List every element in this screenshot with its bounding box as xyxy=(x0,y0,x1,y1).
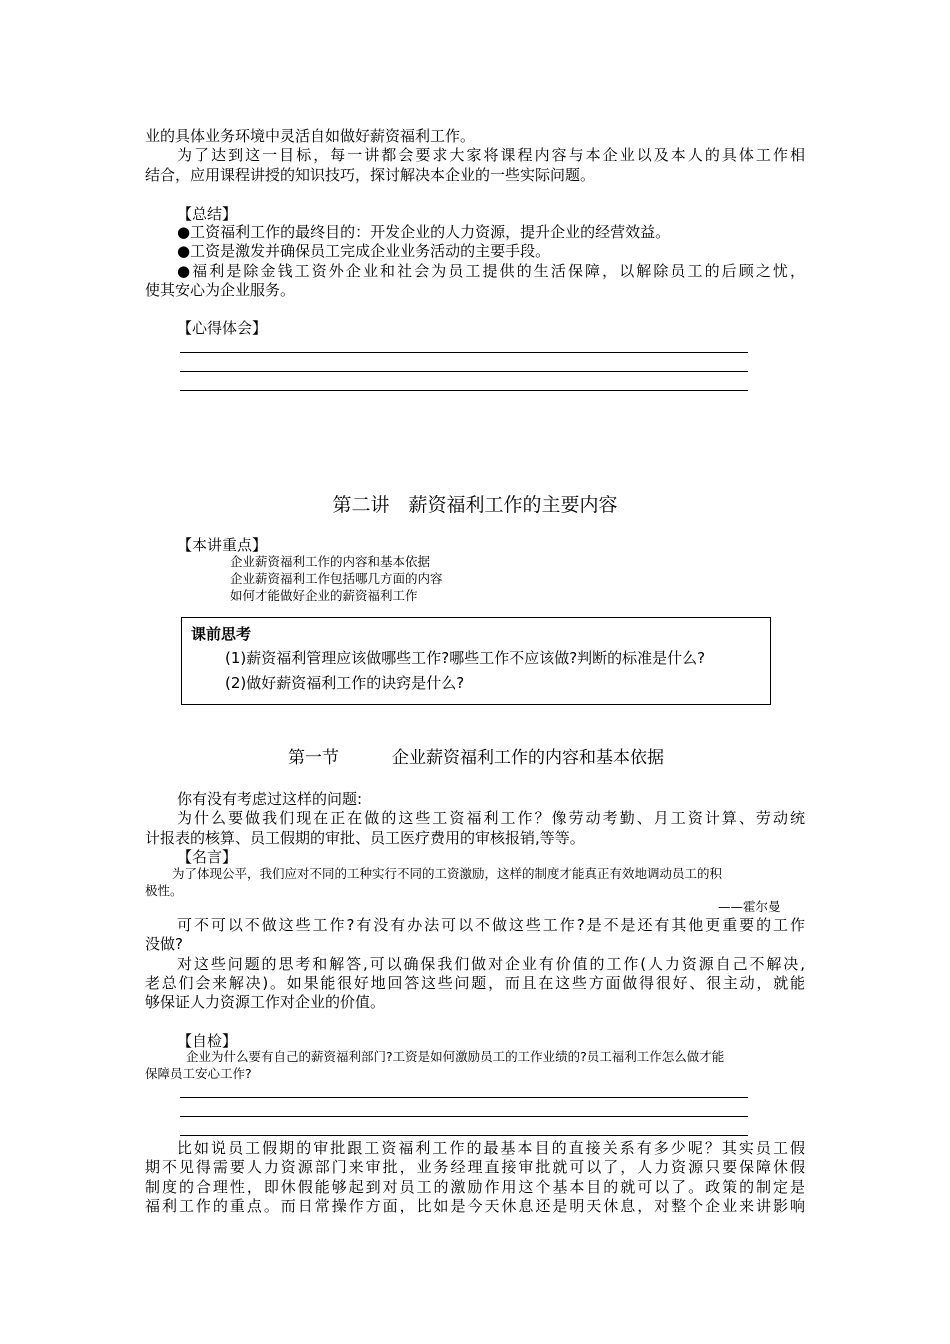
quote-author: ——霍尔曼 xyxy=(718,899,781,914)
summary-item-2: ●工资是激发并确保员工完成企业业务活动的主要手段。 xyxy=(177,242,551,260)
discussion-line-2c: 够保证人力资源工作对企业的价值。 xyxy=(145,993,386,1011)
closing-line-1: 比如说员工假期的审批跟工资福利工作的最基本目的直接关系有多少呢？其实员工假 xyxy=(177,1139,805,1157)
quote-line-1: 为了体现公平，我们应对不同的工种实行不同的工资激励，这样的制度才能真正有效地调动员工的积 xyxy=(172,866,723,881)
section-label: 第一节 xyxy=(288,748,339,768)
reflection-write-line xyxy=(180,390,748,391)
discussion-line-2b: 老总们会来解决)。如果能很好地回答这些问题，而且在这些方面做得很好、很主动，就能 xyxy=(145,974,805,992)
closing-line-2: 期不见得需要人力资源部门来审批，业务经理直接审批就可以了，人力资源只要保障休假 xyxy=(145,1158,805,1176)
intro-line-2: 为了达到这一目标，每一讲都会要求大家将课程内容与本企业以及本人的具体工作相 xyxy=(177,146,805,164)
discussion-line-1b: 没做? xyxy=(145,935,183,953)
summary-item-3b: 使其安心为企业服务。 xyxy=(145,281,296,299)
summary-item-3a: ●福利是除金钱工资外企业和社会为员工提供的生活保障，以解除员工的后顾之忧， xyxy=(177,262,805,280)
selfcheck-heading: 【自检】 xyxy=(177,1032,238,1050)
section-title: 企业薪资福利工作的内容和基本依据 xyxy=(392,748,664,768)
section-paragraph-2a: 为什么要做我们现在正在做的这些工资福利工作？像劳动考勤、月工资计算、劳动统 xyxy=(177,809,805,827)
selfcheck-write-line xyxy=(180,1135,748,1136)
prethink-box xyxy=(181,617,771,705)
focus-heading: 【本讲重点】 xyxy=(177,536,268,554)
reflection-heading: 【心得体会】 xyxy=(177,319,268,337)
summary-heading: 【总结】 xyxy=(177,205,238,223)
quote-heading: 【名言】 xyxy=(177,848,238,866)
selfcheck-write-line xyxy=(180,1097,748,1098)
prethink-question-2: (2)做好薪资福利工作的诀窍是什么? xyxy=(225,674,465,692)
reflection-write-line xyxy=(180,352,748,353)
focus-item: 如何才能做好企业的薪资福利工作 xyxy=(230,588,418,603)
focus-item: 企业薪资福利工作包括哪几方面的内容 xyxy=(230,571,443,586)
closing-line-3: 制度的合理性，即休假能够起到对员工的激励作用这个基本目的就可以了。政策的制定是 xyxy=(145,1178,805,1196)
selfcheck-line-2: 保障员工安心工作? xyxy=(145,1066,252,1081)
focus-item: 企业薪资福利工作的内容和基本依据 xyxy=(230,554,431,569)
section-paragraph-2b: 计报表的核算、员工假期的审批、员工医疗费用的审核报销,等等。 xyxy=(145,829,585,847)
lecture-title: 第二讲 薪资福利工作的主要内容 xyxy=(332,494,618,516)
discussion-line-2a: 对这些问题的思考和解答,可以确保我们做对企业有价值的工作(人力资源自己不解决, xyxy=(177,955,805,973)
summary-item-1: ●工资福利工作的最终目的：开发企业的人力资源，提升企业的经营效益。 xyxy=(177,223,671,241)
intro-line-1: 业的具体业务环境中灵活自如做好薪资福利工作。 xyxy=(145,127,476,145)
selfcheck-write-line xyxy=(180,1116,748,1117)
selfcheck-line-1: 企业为什么要有自己的薪资福利部门?工资是如何激励员工的工作业绩的?员工福利工作怎么做才能 xyxy=(186,1049,725,1064)
discussion-line-1a: 可不可以不做这些工作?有没有办法可以不做这些工作?是不是还有其他更重要的工作 xyxy=(177,916,805,934)
intro-line-3: 结合，应用课程讲授的知识技巧，探讨解决本企业的一些实际问题。 xyxy=(145,166,596,184)
prethink-question-1: (1)薪资福利管理应该做哪些工作?哪些工作不应该做?判断的标准是什么? xyxy=(225,649,706,667)
closing-line-4: 福利工作的重点。而日常操作方面，比如是今天休息还是明天休息，对整个企业来讲影响 xyxy=(145,1197,805,1215)
section-paragraph-1: 你有没有考虑过这样的问题: xyxy=(177,790,363,808)
prethink-title: 课前思考 xyxy=(191,625,252,643)
quote-line-2: 极性。 xyxy=(145,883,183,898)
reflection-write-line xyxy=(180,371,748,372)
